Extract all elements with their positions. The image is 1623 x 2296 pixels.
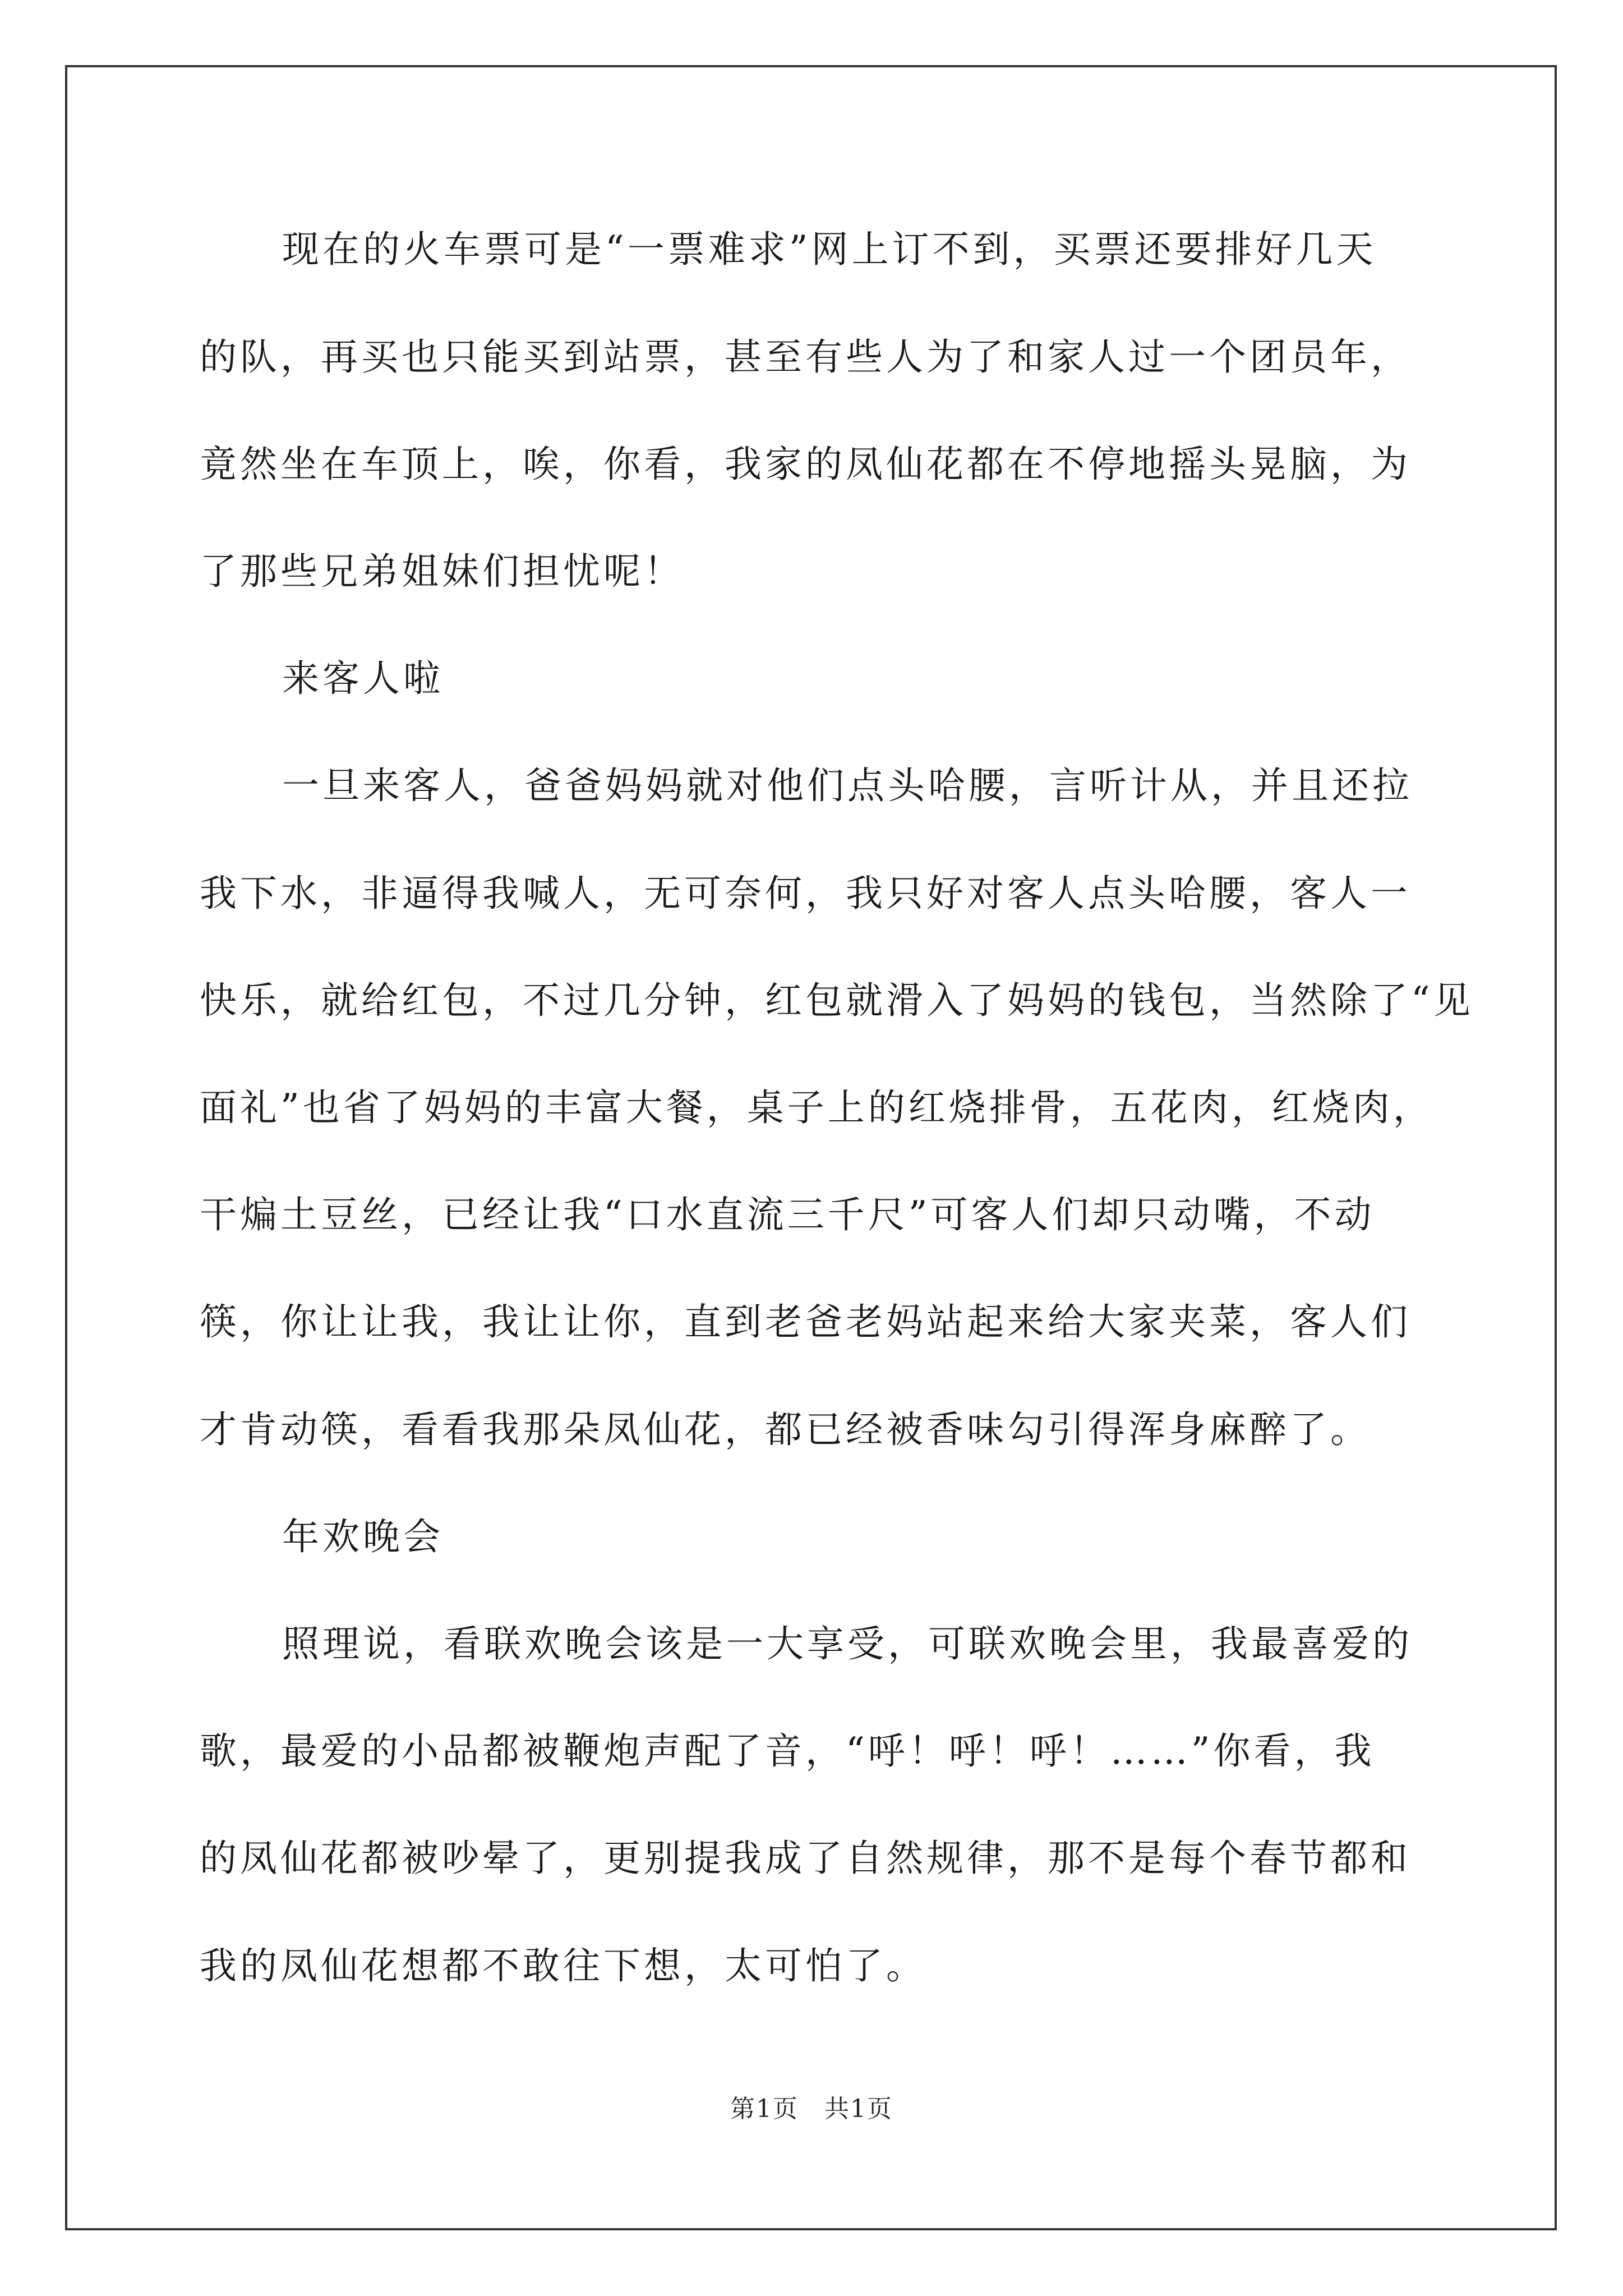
paragraph-line: 现在的火车票可是“一票难求”网上订不到，买票还要排好几天: [282, 228, 1377, 271]
paragraph-line: 快乐，就给红包，不过几分钟，红包就滑入了妈妈的钱包，当然除了“见: [200, 979, 1474, 1022]
paragraph-line: 歌，最爱的小品都被鞭炮声配了音，“呼！呼！呼！……”你看，我: [200, 1729, 1375, 1773]
paragraph-line: 的凤仙花都被吵晕了，更别提我成了自然规律，那不是每个春节都和: [200, 1837, 1411, 1880]
page-border: [65, 65, 1557, 2230]
section-heading: 来客人啦: [282, 657, 444, 700]
page-number: 第1页 共1页: [730, 2095, 893, 2123]
paragraph-line: 竟然坐在车顶上，唉，你看，我家的凤仙花都在不停地摇头晃脑，为: [200, 443, 1411, 486]
paragraph-line: 照理说，看联欢晚会该是一大享受，可联欢晚会里，我最喜爱的: [282, 1622, 1413, 1665]
section-heading: 年欢晚会: [282, 1515, 444, 1558]
paragraph-line: 了那些兄弟姐妹们担忧呢！: [200, 550, 684, 593]
paragraph-line: 筷，你让让我，我让让你，直到老爸老妈站起来给大家夹菜，客人们: [200, 1300, 1411, 1343]
paragraph-line: 我下水，非逼得我喊人，无可奈何，我只好对客人点头哈腰，客人一: [200, 872, 1411, 915]
paragraph-line: 才肯动筷，看看我那朵凤仙花，都已经被香味勾引得浑身麻醉了。: [200, 1408, 1371, 1451]
paragraph-line: 的队，再买也只能买到站票，甚至有些人为了和家人过一个团员年，: [200, 335, 1411, 379]
paragraph-line: 面礼”也省了妈妈的丰富大餐，桌子上的红烧排骨，五花肉，红烧肉，: [200, 1086, 1433, 1129]
paragraph-line: 干煸土豆丝，已经让我“口水直流三千尺”可客人们却只动嘴，不动: [200, 1193, 1375, 1236]
paragraph-line: 我的凤仙花想都不敢往下想，太可怕了。: [200, 1944, 926, 1987]
paragraph-line: 一旦来客人，爸爸妈妈就对他们点头哈腰，言听计从，并且还拉: [282, 764, 1413, 807]
